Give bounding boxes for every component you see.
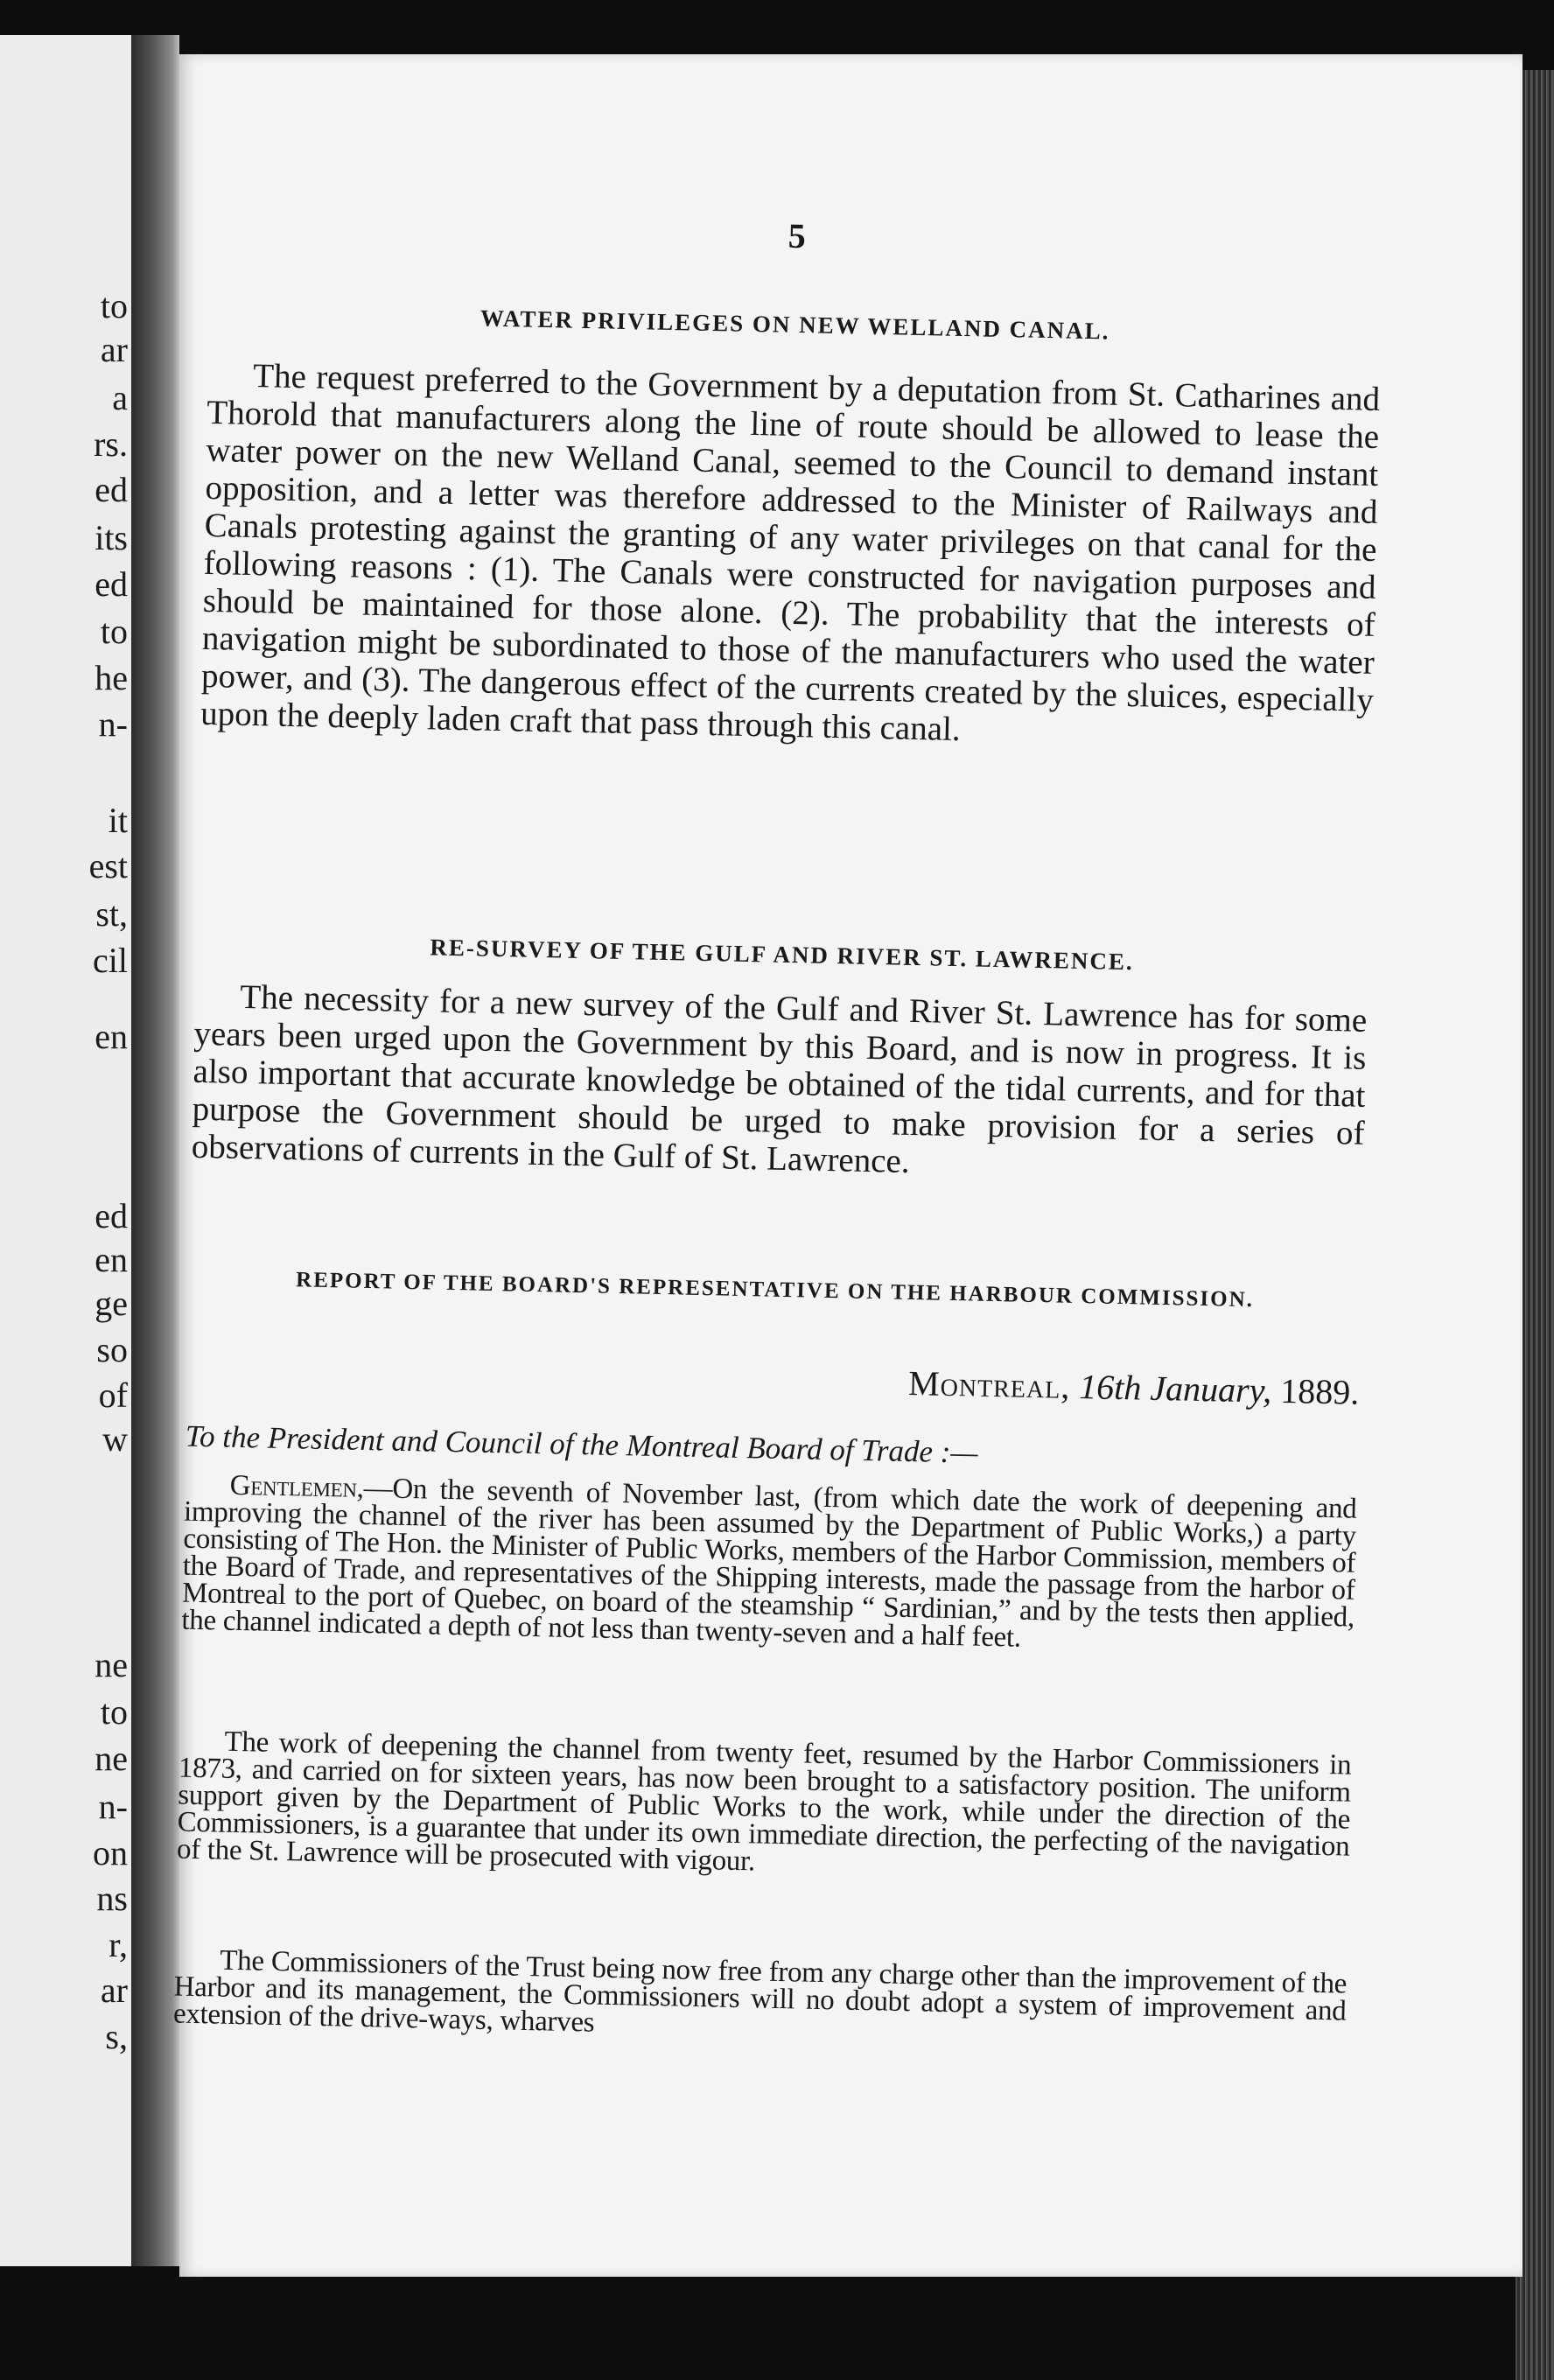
left-fragment: rs.	[94, 424, 128, 464]
left-fragment: of	[98, 1376, 128, 1415]
left-fragment: ne	[94, 1739, 128, 1778]
book-gutter	[131, 35, 179, 2266]
left-fragment: s,	[105, 2017, 128, 2056]
left-fragment: ed	[94, 1196, 128, 1236]
paragraph-water-privileges: The request preferred to the Government by a deputation from St. Catharines and Thorold that manufacturers along the line of route should be allowed to lease the water power on the new Welland Canal, seemed to the Council to demand instant opposition, and a letter was therefore addressed to the Minister of Railways and Canals protesting against the granting of any water privileges on that canal for the following reasons : (1). The Canals were constructed for navigation purposes and should be maintained for those alone. (2). The probability that the interests of navigation might be subordinated to those of the manufacturers who used the water power, and (3). The dangerous effect of the currents created by the sluices, especially upon the deeply laden craft that pass through this canal.	[200, 357, 1381, 749]
dateline-date: 16th January,	[1078, 1367, 1272, 1410]
left-fragment: cil	[93, 941, 128, 980]
dateline	[908, 1362, 1360, 1413]
section-heading-water-privileges: WATER PRIVILEGES ON NEW WELLAND CANAL.	[480, 304, 1110, 345]
page-number: 5	[788, 215, 807, 256]
left-fragment: ed	[94, 564, 128, 604]
left-fragment: ns	[96, 1879, 128, 1918]
left-fragment: to	[100, 1692, 128, 1732]
greeting: Gentlemen,	[229, 1469, 365, 1504]
book-page	[172, 54, 1522, 2277]
salutation: To the President and Council of the Montreal Board of Trade :—	[185, 1418, 978, 1470]
left-fragment: its	[94, 518, 128, 557]
left-fragment: n-	[98, 704, 128, 744]
section-heading-harbour-report: REPORT OF THE BOARD'S REPRESENTATIVE ON THE HARBOUR COMMISSION.	[295, 1268, 1255, 1312]
paragraph-report-3: The Commissioners of the Trust being now free from any charge other than the improvement of the Harbor and its management, the Commissioners will no doubt adopt a system of improvement and extension of the drive-ways, wharves	[172, 1944, 1348, 2039]
previous-page-edge	[0, 35, 133, 2266]
left-fragment: ed	[94, 470, 128, 509]
left-fragment: he	[94, 658, 128, 697]
left-fragment: it	[108, 801, 128, 840]
left-fragment: so	[96, 1330, 128, 1369]
left-fragment: est	[88, 846, 128, 886]
dateline-place: Montreal,	[907, 1362, 1071, 1406]
left-fragment: w	[102, 1419, 128, 1459]
left-fragment: on	[93, 1833, 128, 1872]
left-fragment: ge	[94, 1284, 128, 1323]
paragraph-report-2: The work of deepening the channel from twenty feet, resumed by the Harbor Commissioners in 1873, and carried on for sixteen years, has now been brought to a satisfactory position. The uniform support given by the Department of Public Works to the work, while under the direction of the Commissioners, is a guarantee that under its own immediate direction, the perfecting of the navigation of the St. Lawrence will be prosecuted with vigour.	[176, 1726, 1352, 1878]
paragraph-report-1-text: —On the seventh of November last, (from which date the work of deepening and improving the channel of the river has been assumed by the Department of Public Works,) a party consisting of The Hon. the Minister of Public Works, members of the Harbor Commission, members of the Board of Trade, and representatives of the Shipping interests, made the passage from the harbor of Montreal to the port of Quebec, on board of the steamship “ Sardinian,” and by the tests then applied, the channel indicated a depth of not less than twenty-seven and a half feet.	[181, 1472, 1357, 1654]
left-fragment: to	[100, 286, 128, 326]
section-heading-resurvey: RE-SURVEY OF THE GULF AND RIVER ST. LAWRENCE.	[430, 934, 1135, 976]
paragraph-resurvey: The necessity for a new survey of the Gulf and River St. Lawrence has for some years been urged upon the Government by this Board, and is now in progress. It is also important that accurate knowledge be obtained of the tidal currents, and for that purpose the Government should be urged to make provision for a series of observations of currents in the Gulf of St. Lawrence.	[191, 977, 1368, 1180]
left-fragment: r,	[108, 1925, 128, 1964]
dateline-year: 1889.	[1279, 1370, 1360, 1412]
left-fragment: ar	[100, 330, 128, 369]
left-fragment: a	[112, 378, 128, 417]
page-content	[172, 54, 1387, 2039]
left-fragment: en	[94, 1017, 128, 1056]
left-fragment: to	[100, 612, 128, 651]
left-fragment: ne	[94, 1645, 128, 1684]
left-fragment: st,	[95, 894, 128, 934]
left-fragment: en	[94, 1240, 128, 1279]
left-fragment: ar	[100, 1970, 128, 2010]
left-fragment: n-	[98, 1787, 128, 1826]
paragraph-report-1	[181, 1469, 1357, 1659]
